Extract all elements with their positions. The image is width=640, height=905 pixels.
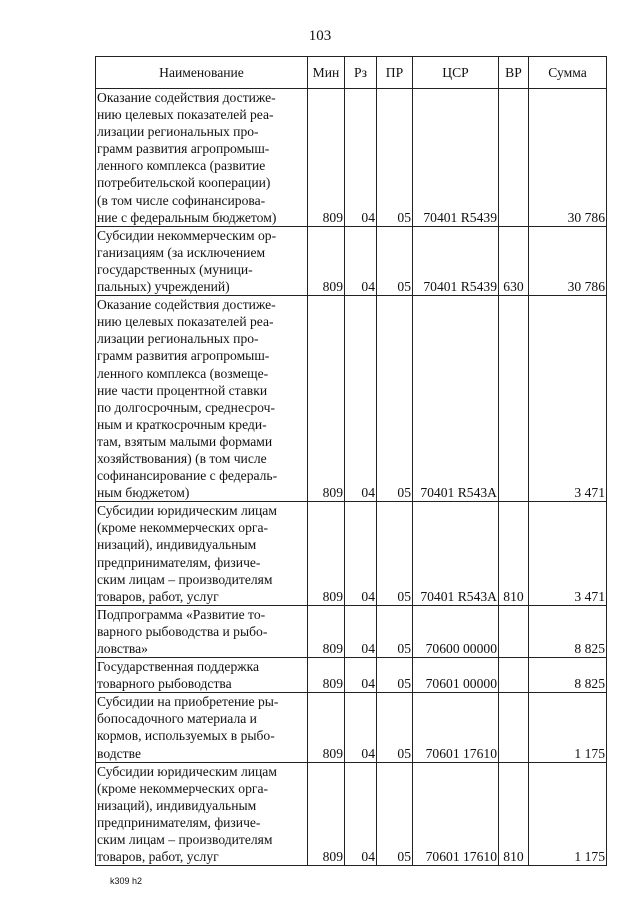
table-row — [96, 605, 607, 657]
row-name-line: ленного комплекса (возмеще- — [97, 365, 269, 381]
row-vr — [499, 658, 529, 693]
page-number: 103 — [308, 28, 332, 44]
row-csr: 70601 17610 — [413, 762, 499, 866]
row-name-line: Субсидии некоммерческим ор- — [97, 227, 277, 243]
row-pr: 05 — [377, 762, 413, 866]
row-pr: 05 — [377, 693, 413, 762]
row-name-line: Государственная поддержка — [97, 659, 260, 675]
header-sum: Сумма — [529, 57, 607, 89]
row-pr: 05 — [377, 296, 413, 502]
row-name-line: бопосадочного материала и — [97, 711, 257, 727]
row-name-line: ным бюджетом) — [97, 485, 190, 501]
row-rz: 04 — [345, 658, 377, 693]
row-sum: 1 175 — [529, 762, 607, 866]
row-vr — [499, 693, 529, 762]
header-min: Мин — [308, 57, 345, 89]
row-name — [96, 605, 308, 657]
row-name-line: государственных (муници- — [97, 261, 253, 277]
row-name-line: ленного комплекса (развитие — [97, 158, 266, 174]
row-name — [96, 658, 308, 693]
row-rz: 04 — [345, 502, 377, 606]
row-vr — [499, 296, 529, 502]
row-name — [96, 296, 308, 502]
row-min: 809 — [308, 226, 345, 295]
table-row — [96, 296, 607, 502]
table-row — [96, 762, 607, 866]
table-header-row — [96, 57, 607, 89]
row-name-line: кормов, используемых в рыбо- — [97, 728, 275, 744]
row-name-line: товаров, работ, услуг — [97, 588, 219, 604]
row-min: 809 — [308, 502, 345, 606]
row-name-line: ние с федеральным бюджетом) — [97, 209, 277, 225]
row-name-line: низаций), индивидуальным — [97, 797, 257, 813]
row-name-line: ским лицам – производителям — [97, 571, 273, 587]
row-rz: 04 — [345, 762, 377, 866]
row-name-line: Субсидии юридическим лицам — [97, 503, 277, 519]
row-name-line: (в том числе софинансирова- — [97, 192, 266, 208]
row-csr: 70601 17610 — [413, 693, 499, 762]
row-csr: 70601 00000 — [413, 658, 499, 693]
row-rz: 04 — [345, 605, 377, 657]
row-name — [96, 693, 308, 762]
row-pr: 05 — [377, 502, 413, 606]
row-name-line: Оказание содействия достиже- — [97, 297, 276, 313]
row-name-line: там, взятым малыми формами — [97, 433, 273, 449]
footer-code: k309 h2 — [110, 876, 143, 886]
row-sum: 3 471 — [529, 502, 607, 606]
row-pr: 05 — [377, 658, 413, 693]
row-min: 809 — [308, 658, 345, 693]
table-row — [96, 658, 607, 693]
row-vr — [499, 605, 529, 657]
row-name-line: водстве — [97, 745, 141, 761]
row-vr: 810 — [499, 762, 529, 866]
row-name-line: софинансирование с федераль- — [97, 468, 278, 484]
row-name-line: предпринимателям, физиче- — [97, 814, 261, 830]
row-name-line: товаров, работ, услуг — [97, 849, 219, 865]
row-sum: 30 786 — [529, 89, 607, 227]
row-rz: 04 — [345, 89, 377, 227]
budget-table — [95, 56, 607, 866]
row-name-line: грамм развития агропромыш- — [97, 141, 270, 157]
row-sum: 30 786 — [529, 226, 607, 295]
table-row — [96, 226, 607, 295]
table-row — [96, 693, 607, 762]
row-name-line: пальных) учреждений) — [97, 279, 230, 295]
row-name-line: грамм развития агропромыш- — [97, 348, 270, 364]
row-rz: 04 — [345, 693, 377, 762]
row-name-line: лизации региональных про- — [97, 331, 259, 347]
row-name-line: нию целевых показателей реа- — [97, 107, 274, 123]
row-min: 809 — [308, 693, 345, 762]
row-name-line: товарного рыбоводства — [97, 676, 232, 692]
row-sum: 1 175 — [529, 693, 607, 762]
row-name-line: ловства» — [97, 641, 148, 656]
row-pr: 05 — [377, 605, 413, 657]
row-min: 809 — [308, 296, 345, 502]
row-vr — [499, 89, 529, 227]
row-name-line: ным и краткосрочным креди- — [97, 416, 267, 432]
header-name: Наименование — [96, 57, 308, 89]
row-vr: 630 — [499, 226, 529, 295]
row-name-line: потребительской кооперации) — [97, 175, 271, 191]
row-name-line: по долгосрочным, среднесроч- — [97, 399, 275, 415]
row-pr: 05 — [377, 89, 413, 227]
row-name-line: Подпрограмма «Развитие то- — [97, 606, 266, 622]
header-csr: ЦСР — [413, 57, 499, 89]
row-name-line: Субсидии на приобретение ры- — [97, 694, 279, 710]
row-csr: 70401 R543A — [413, 296, 499, 502]
row-name-line: низаций), индивидуальным — [97, 537, 257, 553]
row-csr: 70401 R5439 — [413, 89, 499, 227]
row-min: 809 — [308, 762, 345, 866]
table-row — [96, 502, 607, 606]
row-name-line: ние части процентной ставки — [97, 382, 268, 398]
row-sum: 8 825 — [529, 605, 607, 657]
table-row — [96, 89, 607, 227]
row-name-line: лизации региональных про- — [97, 124, 259, 140]
row-pr: 05 — [377, 226, 413, 295]
row-name — [96, 762, 308, 866]
row-name-line: варного рыбоводства и рыбо- — [97, 623, 268, 639]
row-name — [96, 502, 308, 606]
row-rz: 04 — [345, 226, 377, 295]
row-csr: 70401 R543A — [413, 502, 499, 606]
row-name-line: предпринимателям, физиче- — [97, 554, 261, 570]
row-name — [96, 226, 308, 295]
header-pr: ПР — [377, 57, 413, 89]
row-min: 809 — [308, 89, 345, 227]
row-name — [96, 89, 308, 227]
row-sum: 3 471 — [529, 296, 607, 502]
row-csr: 70401 R5439 — [413, 226, 499, 295]
row-min: 809 — [308, 605, 345, 657]
row-name-line: хозяйствования) (в том числе — [97, 450, 267, 466]
row-rz: 04 — [345, 296, 377, 502]
row-name-line: Оказание содействия достиже- — [97, 90, 276, 105]
row-name-line: Субсидии юридическим лицам — [97, 763, 277, 779]
header-vr: ВР — [499, 57, 529, 89]
header-rz: Рз — [345, 57, 377, 89]
table-body — [96, 89, 607, 866]
row-sum: 8 825 — [529, 658, 607, 693]
row-name-line: (кроме некоммерческих орга- — [97, 520, 269, 536]
row-vr: 810 — [499, 502, 529, 606]
row-name-line: ганизациям (за исключением — [97, 244, 266, 260]
row-name-line: ским лицам – производителям — [97, 832, 273, 848]
row-name-line: (кроме некоммерческих орга- — [97, 780, 269, 796]
row-csr: 70600 00000 — [413, 605, 499, 657]
row-name-line: нию целевых показателей реа- — [97, 314, 274, 330]
